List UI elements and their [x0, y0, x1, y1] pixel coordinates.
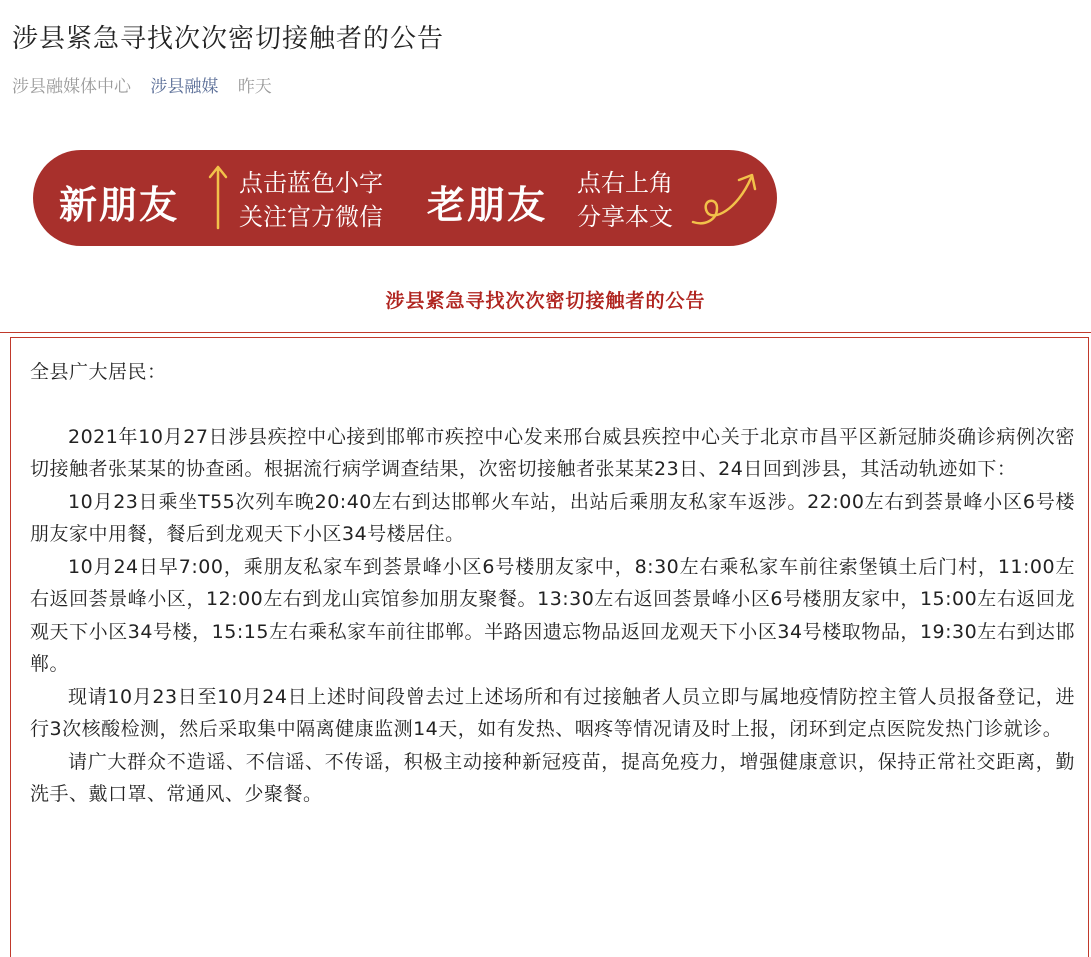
new-friend-hint-line2: 关注官方微信: [239, 203, 383, 231]
article-meta: [12, 72, 286, 97]
share-curl-icon: [687, 164, 765, 230]
account-link[interactable]: 涉县融媒: [150, 77, 219, 97]
publish-time: 昨天: [237, 77, 272, 97]
source-name: 涉县融媒体中心: [12, 77, 131, 97]
paragraph-oct23: 10月23日乘坐T55次列车晚20:40左右到达邯郸火车站，出站后乘朋友私家车返涉。22:00左右到荟景峰小区6号楼朋友家中用餐，餐后到龙观天下小区34号楼居住。: [30, 490, 1075, 545]
follow-banner[interactable]: [33, 150, 777, 246]
old-friend-hint-line1: 点右上角: [577, 169, 673, 197]
arrow-up-icon: [207, 164, 229, 230]
paragraph-oct24: 10月24日早7:00，乘朋友私家车到荟景峰小区6号楼朋友家中，8:30左右乘私家车前往索堡镇土后门村，11:00左右返回荟景峰小区，12:00左右到龙山宾馆参加朋友聚餐。13:30左右返回荟景峰小区6号楼朋友家中，15:00左右返回龙观天下小区34号楼，15:15左右乘私家车前往邯郸。半路因遗忘物品返回龙观天下小区34号楼取物品，19:30左右到达邯郸。: [30, 555, 1075, 675]
new-friend-hint: [239, 166, 383, 234]
paragraph-request: 现请10月23日至10月24日上述时间段曾去过上述场所和有过接触者人员立即与属地疫情防控主管人员报备登记，进行3次核酸检测，然后采取集中隔离健康监测14天，如有发热、咽疼等情况请及时上报，闭环到定点医院发热门诊就诊。: [30, 685, 1075, 740]
old-friend-hint: [577, 166, 673, 234]
old-friend-hint-line2: 分享本文: [577, 203, 673, 231]
new-friend-label: 新朋友: [59, 183, 180, 227]
old-friend-label: 老朋友: [427, 183, 548, 227]
new-friend-hint-line1: 点击蓝色小字: [239, 169, 383, 197]
frame-top-rule: [0, 332, 1091, 333]
article-title: 涉县紧急寻找次次密切接触者的公告: [385, 290, 706, 312]
greeting: 全县广大居民：: [30, 361, 167, 383]
paragraph-advice: 请广大群众不造谣、不信谣、不传谣，积极主动接种新冠疫苗，提高免疫力，增强健康意识，保持正常社交距离，勤洗手、戴口罩、常通风、少聚餐。: [30, 750, 1075, 805]
paragraph-intro: 2021年10月27日涉县疾控中心接到邯郸市疾控中心发来邢台威县疾控中心关于北京市昌平区新冠肺炎确诊病例次密切接触者张某某的协查函。根据流行病学调查结果，次密切接触者张某某23日、24日回到涉县，其活动轨迹如下：: [30, 425, 1075, 480]
page-title: 涉县紧急寻找次次密切接触者的公告: [12, 24, 445, 54]
article-body: [30, 356, 1075, 811]
